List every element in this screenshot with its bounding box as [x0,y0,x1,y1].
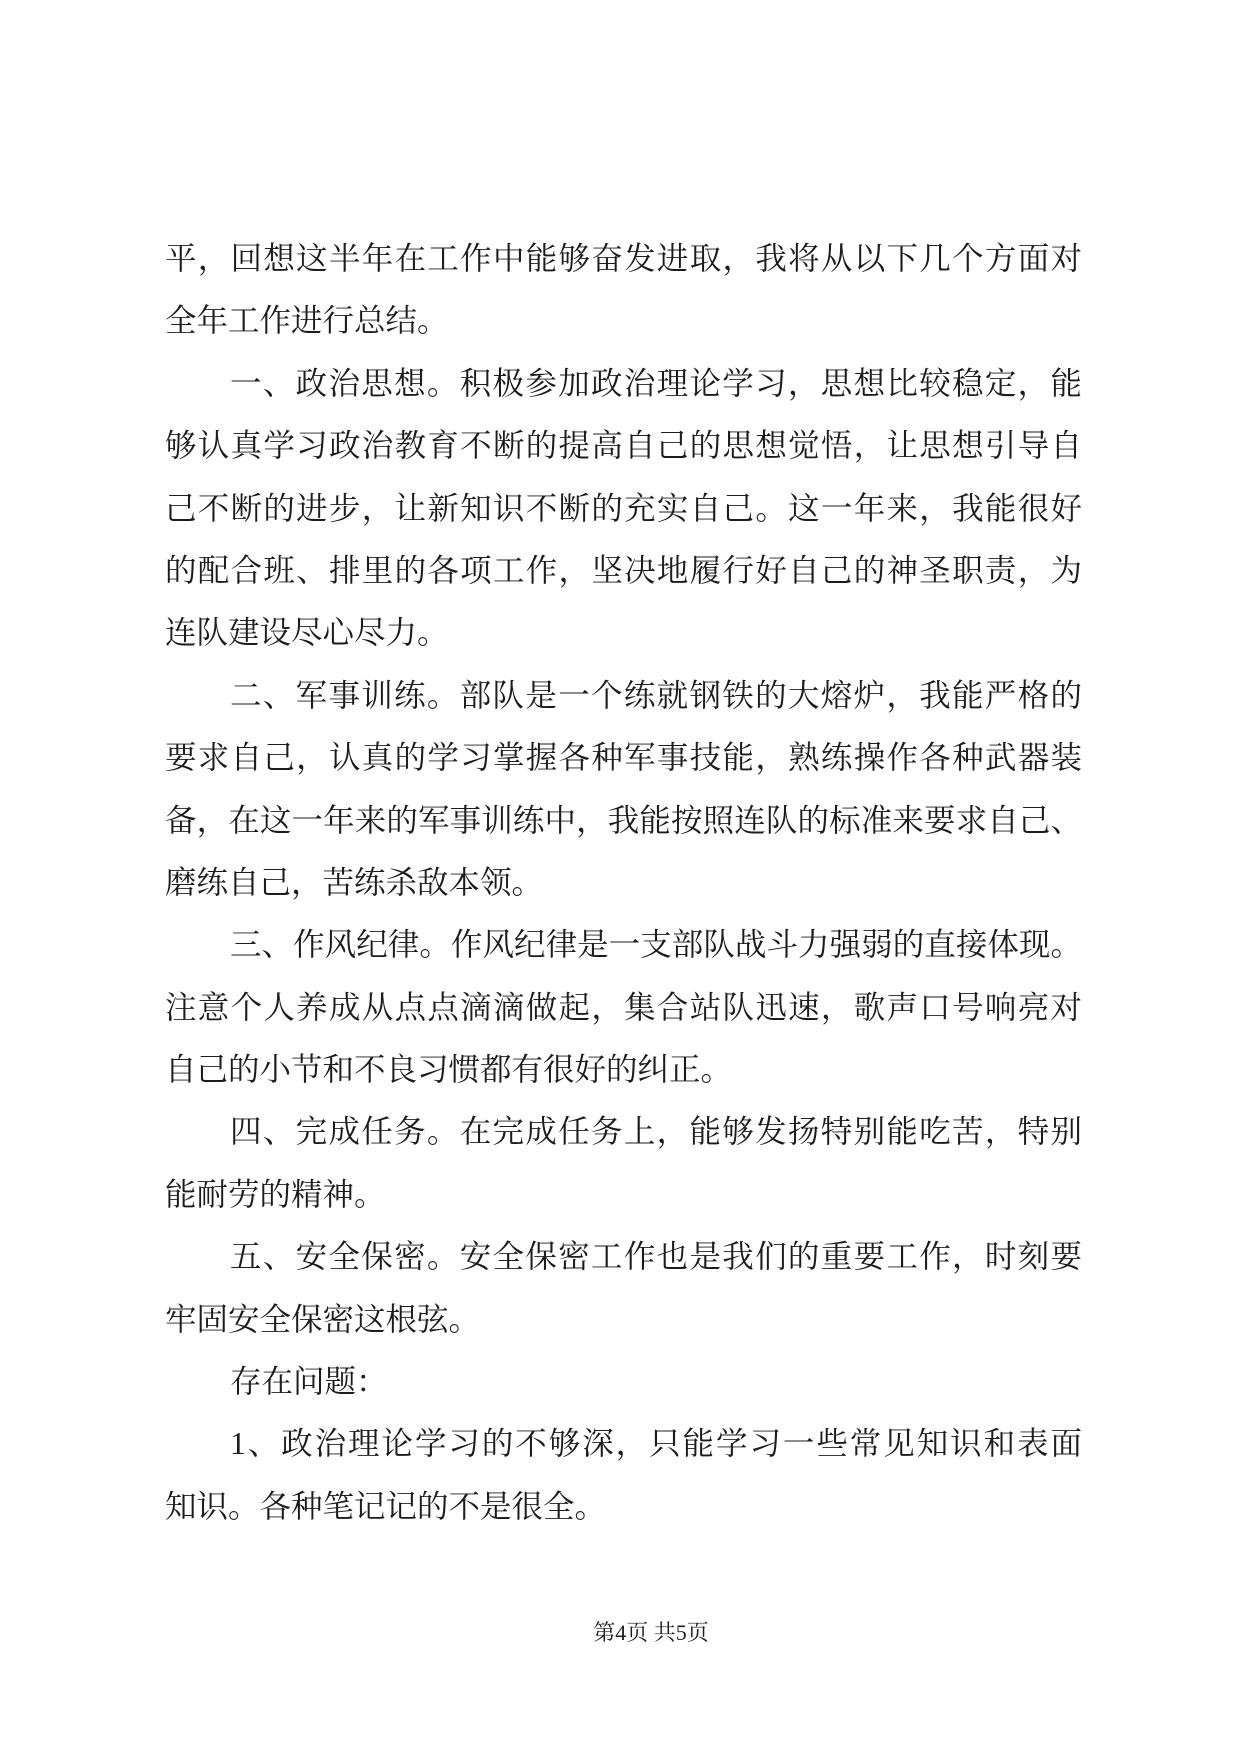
paragraph-military-training [165,665,1082,915]
text-line: 注意个人养成从点点滴滴做起，集合站队迅速，歌声口号响亮对 [165,989,1082,1025]
text-line: 要求自己，认真的学习掌握各种军事技能，熟练操作各种武器装 [165,740,1082,776]
text-line: 知识。各种笔记记的不是很全。 [165,1488,607,1524]
text-line: 平，回想这半年在工作中能够奋发进取，我将从以下几个方面对 [165,241,1082,276]
text-line: 二、军事训练。部队是一个练就钢铁的大熔炉，我能严格的 [230,677,1082,713]
text-line: 五、安全保密。安全保密工作也是我们的重要工作，时刻要 [230,1239,1082,1275]
text-line: 三、作风纪律。作风纪律是一支部队战斗力强弱的直接体现。 [230,927,1082,963]
text-line: 1、政治理论学习的不够深，只能学习一些常见知识和表面 [230,1426,1082,1462]
text-line: 的配合班、排里的各项工作，坚决地履行好自己的神圣职责，为 [165,552,1082,588]
text-line: 己不断的进步，让新知识不断的充实自己。这一年来，我能很好 [165,490,1082,526]
section-heading: 存在问题： [230,1364,388,1400]
paragraph-political-thought [165,353,1082,665]
text-line: 牢固安全保密这根弦。 [165,1301,481,1337]
paragraph-issue-1 [165,1413,1082,1538]
text-line: 自己的小节和不良习惯都有很好的纠正。 [165,1052,733,1088]
text-line: 全年工作进行总结。 [165,303,449,339]
text-line: 够认真学习政治教育不断的提高自己的思想觉悟，让思想引导自 [165,428,1082,464]
paragraph-tasks [165,1101,1082,1226]
paragraph-issues-heading [165,1351,1082,1413]
paragraph-discipline [165,914,1082,1101]
text-line: 连队建设尽心尽力。 [165,615,449,651]
document-body [165,228,1082,1538]
text-line: 备，在这一年来的军事训练中，我能按照连队的标准来要求自己、 [165,802,1082,838]
text-line: 能耐劳的精神。 [165,1176,386,1212]
text-line: 一、政治思想。积极参加政治理论学习，思想比较稳定，能 [230,365,1082,401]
paragraph-security [165,1226,1082,1351]
text-line: 四、完成任务。在完成任务上，能够发扬特别能吃苦，特别 [230,1114,1082,1150]
text-line: 磨练自己，苦练杀敌本领。 [165,864,544,900]
paragraph-intro [165,228,1082,353]
page-number-footer: 第4页 共5页 [593,1620,709,1645]
